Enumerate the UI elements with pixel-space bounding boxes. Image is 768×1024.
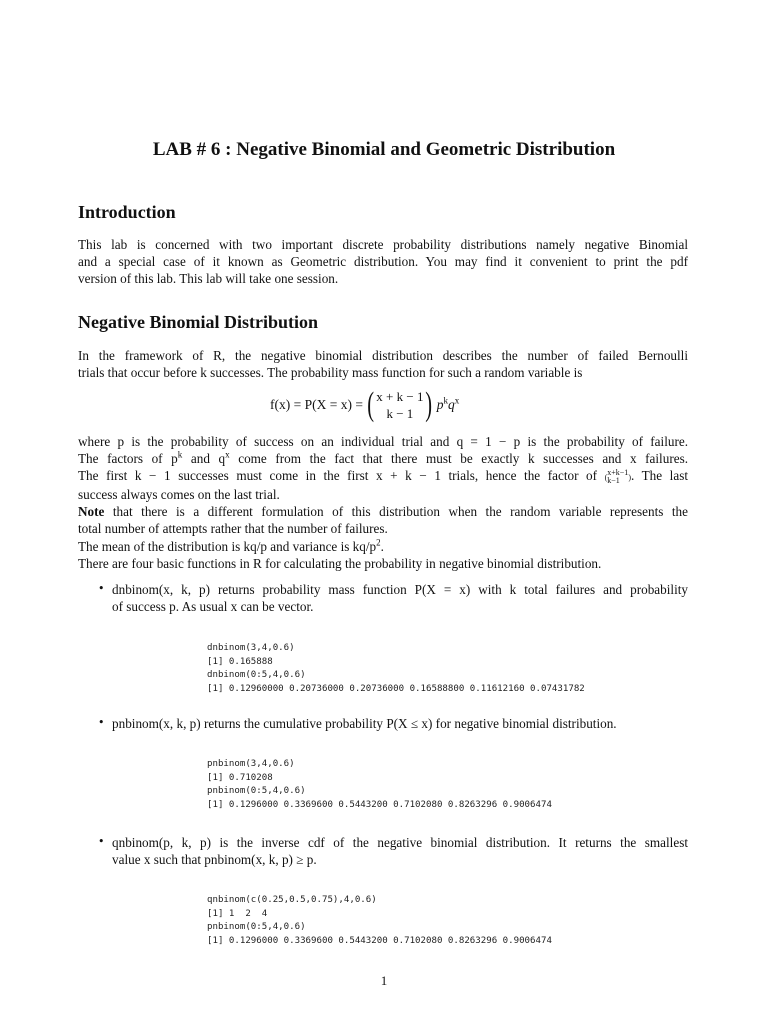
formula-p: p (436, 397, 444, 412)
binom-top: x + k − 1 (376, 389, 424, 404)
nb-intro-paragraph (78, 347, 688, 381)
formula-q: q (448, 397, 455, 412)
code-block-pnbinom: pnbinom(3,4,0.6) [1] 0.710208 pnbinom(0:5,4,0.6) [1] 0.1296000 0.3369600 0.5443200 0.7102080 0.8263296 0.9006474 (207, 759, 552, 811)
intro-heading: Introduction (78, 202, 176, 222)
bullet-dnbinom-text (112, 581, 688, 615)
page-number: 1 (380, 973, 388, 988)
bullet-line: value x such that pnbinom(x, k, p) ≥ p. (112, 852, 317, 868)
mean-variance-line: The mean of the distribution is kq/p and variance is $kq/p^2$. (78, 537, 384, 554)
bullet-marker: • (98, 835, 105, 848)
nb-description-paragraph (78, 433, 688, 572)
bullet-line: pnbinom(x, k, p) returns the cumulative probability P(X ≤ x) for negative binomial distribution. (112, 716, 617, 731)
inline-binomial: ( x+k−1 k−1 ) (604, 468, 631, 486)
note-label: Note (78, 504, 105, 520)
binomial-coefficient: ( x + k − 1 k − 1 ) (367, 386, 433, 423)
negative-binomial-heading: Negative Binomial Distribution (78, 312, 319, 332)
bullet-line: of success p. As usual x can be vector. (112, 599, 314, 615)
nb-desc-line: where p is the probability of success on an individual trial and q = 1 − p is the probability of failure. (78, 434, 688, 449)
bullet-line: qnbinom(p, k, p) is the inverse cdf of the negative binomial distribution. It returns the smallest (112, 835, 688, 850)
nb-desc-line: success always comes on the last trial. (78, 486, 280, 502)
formula-k: k (443, 395, 449, 406)
nb-desc-line: There are four basic functions in R for calculating the probability in negative binomial distribution. (78, 555, 602, 571)
binom-bottom: k − 1 (386, 406, 414, 421)
formula-lhs: f(x) = P(X = x) = (270, 397, 363, 412)
bullet-pnbinom-text (112, 715, 688, 732)
code-block-dnbinom: dnbinom(3,4,0.6) [1] 0.165888 dnbinom(0:5,4,0.6) [1] 0.12960000 0.20736000 0.20736000 0.16588800 0.11612160 0.07431782 (207, 643, 585, 695)
bullet-marker: • (98, 716, 105, 729)
intro-line: and a special case of it known as Geometric distribution. You may find it convenient to print the pdf (78, 254, 688, 270)
bullet-qnbinom-text (112, 834, 688, 868)
nb-desc-line: total number of attempts rather that the number of failures. (78, 521, 388, 537)
nb-desc-line: The factors of $p^k$ and $q^x$ come from the fact that there must be exactly k successes and x failures. (78, 449, 688, 467)
nb-intro-line: trials that occur before k successes. The probability mass function for such a random variable is (78, 365, 583, 381)
note-line: Note that there is a different formulation of this distribution when the random variable represents the (78, 504, 688, 520)
intro-paragraph (78, 236, 688, 288)
bullet-line: dnbinom(x, k, p) returns probability mass function P(X = x) with k total failures and probability (112, 582, 688, 597)
bullet-marker: • (98, 582, 105, 595)
formula-x: x (454, 395, 460, 406)
page-title: LAB # 6 : Negative Binomial and Geometric Distribution (152, 139, 616, 160)
intro-line: version of this lab. This lab will take one session. (78, 271, 339, 287)
nb-desc-line: The first k − 1 successes must come in the first x + k − 1 trials, hence the factor of ( x+k−1 k−1 ). The last (78, 468, 688, 486)
code-block-qnbinom: qnbinom(c(0.25,0.5,0.75),4,0.6) [1] 1 2 4 pnbinom(0:5,4,0.6) [1] 0.1296000 0.3369600 0.5443200 0.7102080 0.8263296 0.9006474 (207, 895, 552, 947)
pmf-formula (270, 388, 459, 422)
intro-line: This lab is concerned with two important discrete probability distributions namely negative Binomial (78, 237, 688, 252)
nb-intro-line: In the framework of R, the negative binomial distribution describes the number of failed Bernoulli (78, 348, 688, 363)
